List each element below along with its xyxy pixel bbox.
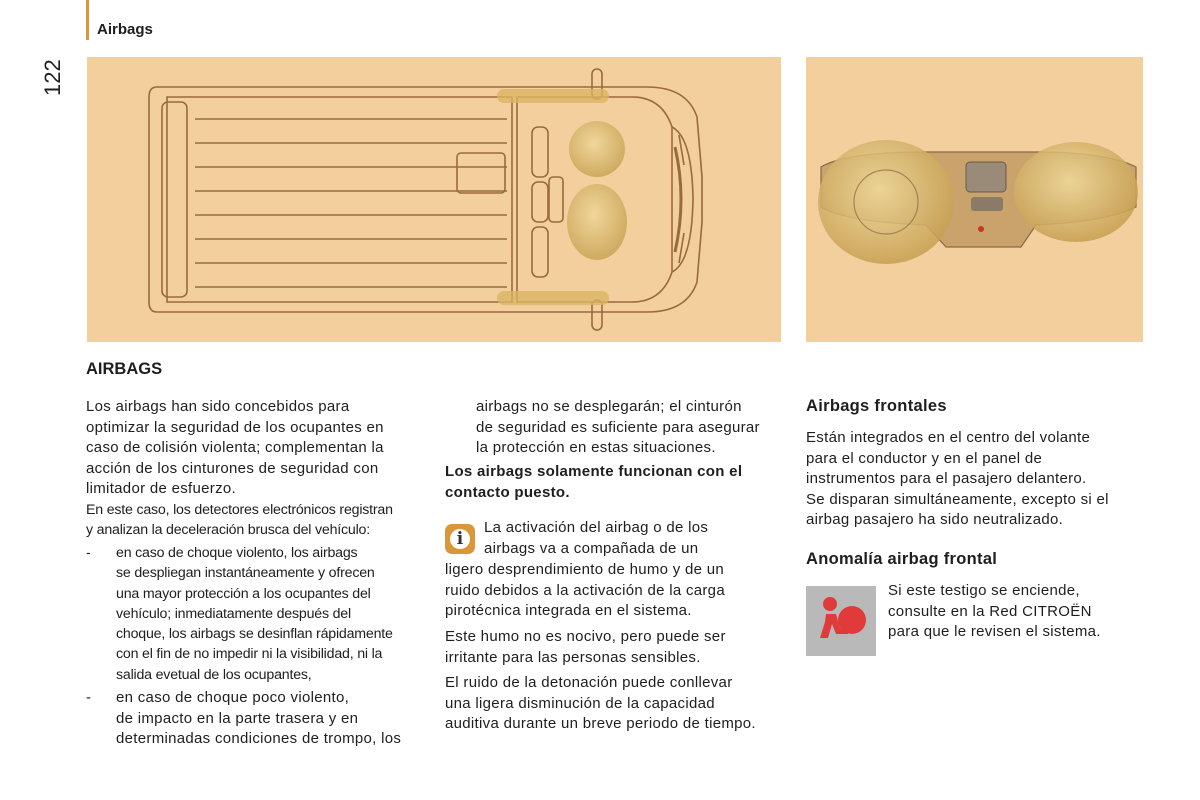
text-line: Se disparan simultáneamente, excepto si el — [806, 490, 1109, 508]
airbag-anomaly-heading: Anomalía airbag frontal — [806, 550, 998, 568]
info-paragraph-start — [484, 518, 794, 559]
text-line: para que le revisen el sistema. — [888, 623, 1101, 640]
text-line: El ruido de la detonación puede conllevar — [445, 674, 733, 691]
text-line: y analizan la deceleración brusca del vehículo: — [86, 522, 370, 539]
text-line: irritante para las personas sensibles. — [445, 648, 701, 666]
text-line: caso de colisión violenta; complementan la — [86, 439, 384, 456]
text-line: airbags no se desplegarán; el cinturón — [476, 398, 742, 415]
text-line: consulte en la Red CITROËN — [888, 602, 1092, 620]
van-airbag-diagram — [87, 57, 781, 342]
text-line: Si este testigo se enciende, — [888, 582, 1080, 599]
text-line: para el conductor y en el panel de — [806, 449, 1043, 467]
text-line: de impacto en la parte trasera y en — [116, 709, 359, 727]
dashboard-illustration — [806, 57, 1143, 342]
text-line: choque, los airbags se desinflan rápidamente — [116, 626, 393, 643]
header-accent-bar — [86, 0, 89, 40]
list-continuation — [476, 397, 796, 459]
text-line: una mayor protección a los ocupantes del — [116, 585, 371, 602]
text-line: airbag pasajero ha sido neutralizado. — [806, 511, 1064, 528]
section-title: Airbags — [97, 21, 153, 38]
text-line: determinadas condiciones de trompo, los — [116, 730, 402, 747]
text-line: Los airbags han sido concebidos para — [86, 398, 350, 415]
list-item — [86, 688, 431, 750]
info-icon — [445, 524, 475, 554]
bold-note — [445, 462, 790, 503]
text-line: acción de los cinturones de seguridad con — [86, 459, 379, 477]
text-line: Están integrados en el centro del volante — [806, 429, 1091, 446]
list-item — [86, 543, 431, 685]
text-line: Este humo no es nocivo, pero puede ser — [445, 628, 726, 645]
info-paragraph-rest — [445, 560, 790, 622]
noise-paragraph — [445, 673, 790, 735]
detectors-list — [86, 543, 431, 685]
text-line: pirotécnica integrada en el sistema. — [445, 602, 692, 619]
text-line: la protección en estas situaciones. — [476, 439, 716, 456]
text-line: En este caso, los detectores electrónicos registran — [86, 502, 393, 518]
main-heading: AIRBAGS — [86, 360, 163, 378]
text-line: una ligera disminución de la capacidad — [445, 694, 715, 712]
airbag-warning-lamp — [806, 586, 876, 656]
page-number: 122 — [40, 59, 65, 97]
detectors-list-continued — [86, 688, 431, 750]
text-line: Los airbags solamente funcionan con el — [445, 463, 743, 480]
text-line: limitador de esfuerzo. — [86, 480, 237, 497]
frontal-airbags-paragraph — [806, 428, 1166, 531]
text-line: optimizar la seguridad de los ocupantes en — [86, 418, 384, 436]
intro-paragraph — [86, 397, 426, 500]
text-line: con el fin de no impedir ni la visibilidad, ni la — [116, 646, 383, 663]
text-line: auditiva durante un breve periodo de tiempo. — [445, 715, 756, 732]
airbag-anomaly-paragraph — [888, 581, 1178, 643]
text-line: de seguridad es suficiente para asegurar — [476, 418, 760, 436]
van-outline-illustration — [87, 57, 781, 342]
detectors-paragraph — [86, 500, 431, 541]
frontal-airbags-heading: Airbags frontales — [806, 397, 947, 415]
text-line: instrumentos para el pasajero delantero. — [806, 470, 1087, 487]
text-line: vehículo; inmediatamente después del — [116, 605, 351, 622]
text-line: se despliegan instantáneamente y ofrecen — [116, 565, 375, 582]
text-line: airbags va a compañada de un — [484, 539, 699, 557]
dashboard-airbag-diagram — [806, 57, 1143, 342]
smoke-paragraph — [445, 627, 790, 668]
text-line: - en caso de choque violento, los airbags — [116, 545, 358, 561]
airbag-warning-icon — [806, 586, 876, 656]
text-line: - en caso de choque poco violento, — [116, 689, 350, 706]
text-line: ruido debidos a la activación de la carga — [445, 581, 725, 599]
text-line: La activación del airbag o de los — [484, 519, 709, 536]
text-line: ligero desprendimiento de humo y de un — [445, 561, 725, 578]
text-line: salida evetual de los ocupantes, — [116, 666, 312, 683]
text-line: contacto puesto. — [445, 483, 570, 501]
info-icon-letter: i — [450, 529, 470, 549]
